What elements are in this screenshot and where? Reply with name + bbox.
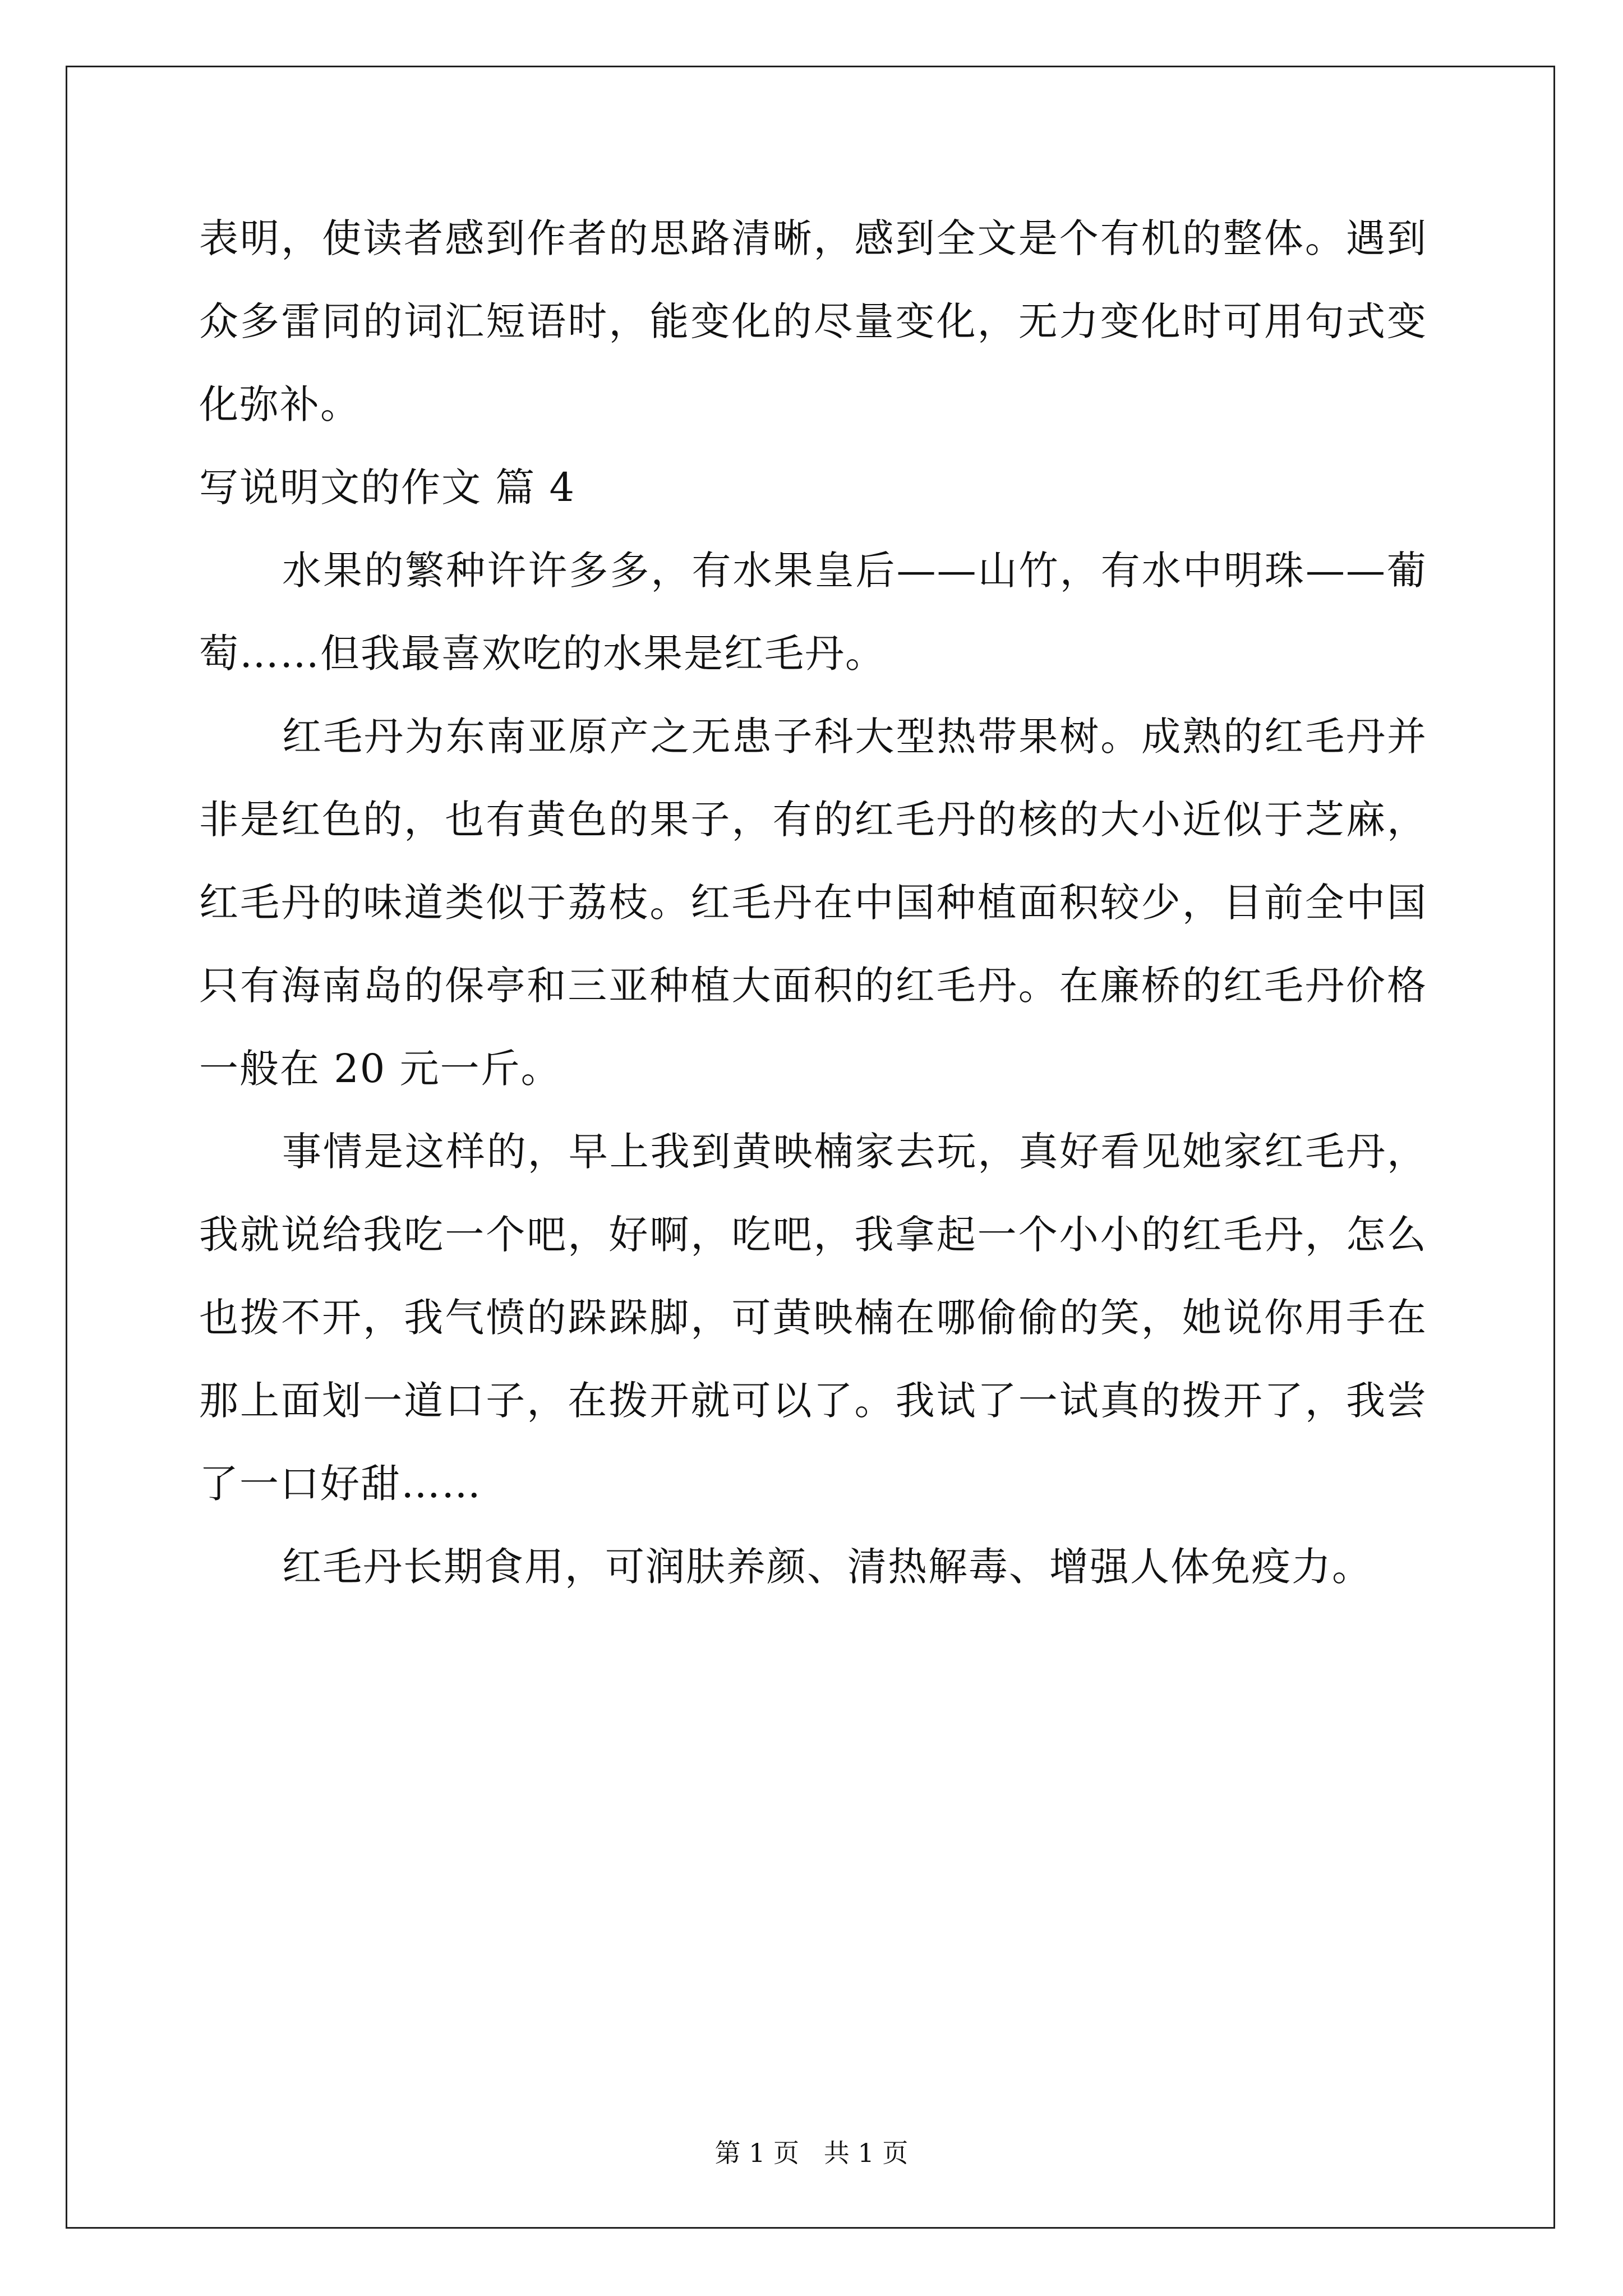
text-line: 化弥补。 <box>199 381 361 427</box>
text-line: 一般在 20 元一斤。 <box>199 1046 561 1092</box>
text-line: 只有海南岛的保亭和三亚种植大面积的红毛丹。在廉桥的红毛丹价格 <box>199 963 1427 1009</box>
page-number-footer: 第 1 页 共 1 页 <box>714 2138 909 2168</box>
text-line: 我就说给我吃一个吧，好啊，吃吧，我拿起一个小小的红毛丹，怎么 <box>199 1212 1427 1258</box>
text-line: 萄……但我最喜欢吃的水果是红毛丹。 <box>199 631 886 677</box>
text-line: 非是红色的，也有黄色的果子，有的红毛丹的核的大小近似于芝麻， <box>199 797 1427 843</box>
text-line: 红毛丹为东南亚原产之无患子科大型热带果树。成熟的红毛丹并 <box>282 714 1427 760</box>
text-line: 众多雷同的词汇短语时，能变化的尽量变化，无力变化时可用句式变 <box>199 298 1427 344</box>
text-line: 事情是这样的，早上我到黄映楠家去玩，真好看见她家红毛丹， <box>282 1129 1427 1175</box>
text-line: 了一口好甜…… <box>199 1461 482 1507</box>
text-line: 水果的繁种许许多多，有水果皇后——山竹，有水中明珠——葡 <box>282 547 1427 593</box>
text-line: 红毛丹长期食用，可润肤养颜、清热解毒、增强人体免疫力。 <box>282 1544 1372 1590</box>
text-line: 红毛丹的味道类似于荔枝。红毛丹在中国种植面积较少，目前全中国 <box>199 880 1427 926</box>
text-line: 也拨不开，我气愤的跺跺脚，可黄映楠在哪偷偷的笑，她说你用手在 <box>199 1295 1427 1341</box>
text-line: 那上面划一道口子，在拨开就可以了。我试了一试真的拨开了，我尝 <box>199 1378 1427 1424</box>
text-line: 表明，使读者感到作者的思路清晰，感到全文是个有机的整体。遇到 <box>199 215 1427 261</box>
section-heading: 写说明文的作文 篇 4 <box>199 464 576 510</box>
